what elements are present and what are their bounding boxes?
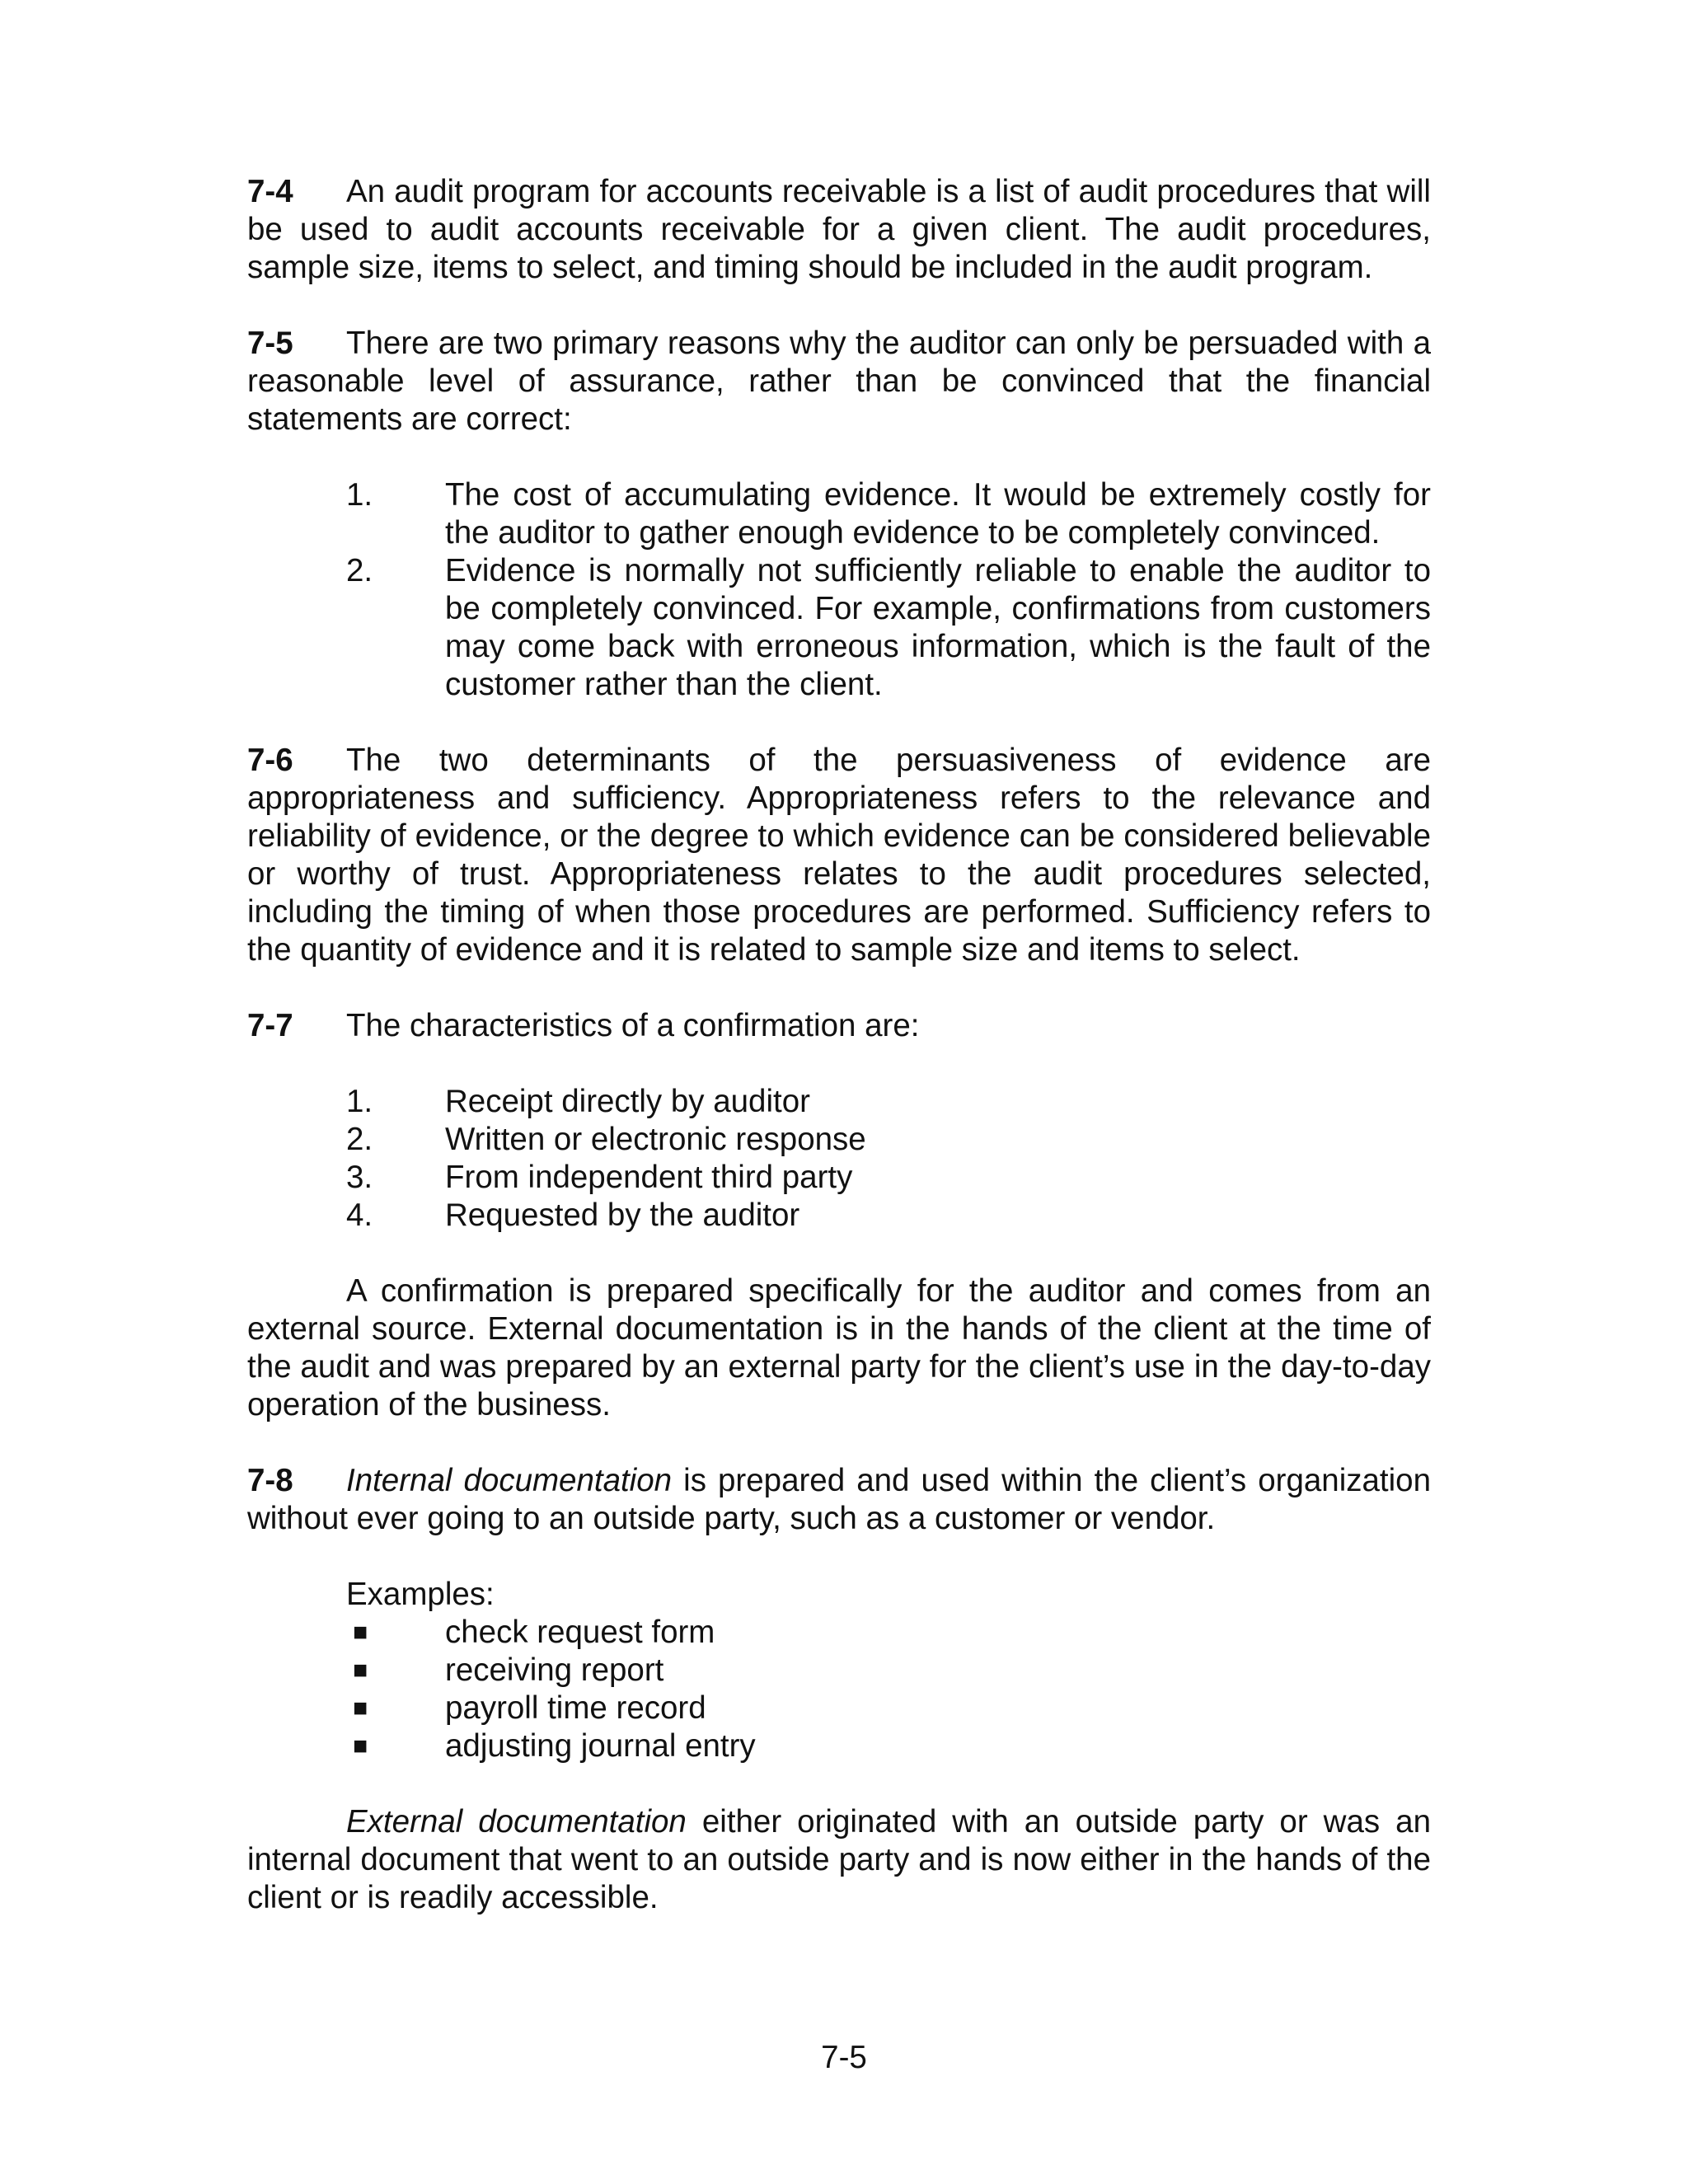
- paragraph-text: A confirmation is prepared specifically for the auditor and comes from an external source. External documentation is in the hands of the client at the time of the audit and was prepared by an external party for the client’s use in the day-to-day operation of the business.: [247, 1273, 1431, 1422]
- section-7-5: [247, 325, 1431, 438]
- list-item-text: Evidence is normally not sufficiently reliable to enable the auditor to be completely convinced. For example, confirmations from customers may come back with erroneous information, which is the fault of the customer rather than the client.: [445, 553, 1431, 702]
- list-marker: 1.: [346, 477, 373, 513]
- term-internal-documentation: Internal documentation: [346, 1463, 673, 1498]
- section-number: 7-6: [247, 743, 293, 778]
- list-marker: 3.: [346, 1160, 373, 1195]
- list-item-text: Written or electronic response: [445, 1122, 866, 1157]
- confirmation-characteristics-list: [247, 1083, 1431, 1235]
- section-7-4: [247, 173, 1431, 287]
- list-item-text: receiving report: [445, 1652, 664, 1688]
- section-number: 7-7: [247, 1008, 293, 1043]
- document-page: [247, 173, 1431, 1955]
- list-item-text: From independent third party: [445, 1160, 853, 1195]
- square-bullet-icon: ■: [353, 1694, 368, 1722]
- list-item-text: payroll time record: [445, 1690, 706, 1726]
- examples-label: Examples:: [346, 1577, 495, 1612]
- section-number: 7-4: [247, 174, 293, 209]
- section-7-8: [247, 1462, 1431, 1538]
- square-bullet-icon: ■: [353, 1732, 368, 1760]
- list-item-text: Requested by the auditor: [445, 1197, 800, 1233]
- list-item: [247, 1159, 1431, 1197]
- section-number: 7-8: [247, 1463, 293, 1498]
- section-number: 7-5: [247, 326, 293, 361]
- page-number: 7-5: [821, 2040, 867, 2075]
- confirmation-paragraph: [247, 1272, 1431, 1424]
- list-marker: 2.: [346, 553, 373, 588]
- list-item: [247, 552, 1431, 704]
- list-item: [247, 1652, 1431, 1690]
- list-item: [247, 1690, 1431, 1727]
- list-marker: 4.: [346, 1197, 373, 1233]
- external-documentation-paragraph: [247, 1803, 1431, 1917]
- list-item: [247, 1614, 1431, 1652]
- list-item-text: adjusting journal entry: [445, 1728, 756, 1764]
- section-7-7: [247, 1007, 1431, 1045]
- reasons-list: [247, 476, 1431, 704]
- list-item: [247, 1727, 1431, 1765]
- section-text: The two determinants of the persuasiveness of evidence are appropriateness and sufficiency. Appropriateness refers to the relevance and reliability of evidence, or the degree to which evidence can be considered believable or worthy of trust. Appropriateness relates to the audit procedures selected, including the timing of when those procedures are performed. Sufficiency refers to the quantity of evidence and it is related to sample size and items to select.: [247, 743, 1431, 968]
- list-marker: 1.: [346, 1084, 373, 1119]
- list-item: [247, 1197, 1431, 1235]
- examples-list: [247, 1614, 1431, 1765]
- paragraph-text: either originated with an outside party or was an internal document that went to an outside party and is now either in the hands of the client or is readily accessible.: [247, 1804, 1431, 1915]
- list-item-text: Receipt directly by auditor: [445, 1084, 810, 1119]
- section-text: There are two primary reasons why the auditor can only be persuaded with a reasonable level of assurance, rather than be convinced that the financial statements are correct:: [247, 326, 1431, 437]
- square-bullet-icon: ■: [353, 1619, 368, 1646]
- square-bullet-icon: ■: [353, 1657, 368, 1684]
- list-item: [247, 1121, 1431, 1159]
- section-text: The characteristics of a confirmation are:: [346, 1008, 920, 1043]
- term-external-documentation: External documentation: [346, 1804, 687, 1840]
- list-item-text: check request form: [445, 1615, 715, 1650]
- list-marker: 2.: [346, 1122, 373, 1157]
- section-text: is prepared and used within the client’s organization without ever going to an outside party, such as a customer or vendor.: [247, 1463, 1431, 1536]
- list-item: [247, 476, 1431, 552]
- list-item: [247, 1083, 1431, 1121]
- list-item-text: The cost of accumulating evidence. It would be extremely costly for the auditor to gather enough evidence to be completely convinced.: [445, 477, 1431, 551]
- section-7-6: [247, 742, 1431, 969]
- section-text: An audit program for accounts receivable is a list of audit procedures that will be used to audit accounts receivable for a given client. The audit procedures, sample size, items to select, and timing should be included in the audit program.: [247, 174, 1431, 285]
